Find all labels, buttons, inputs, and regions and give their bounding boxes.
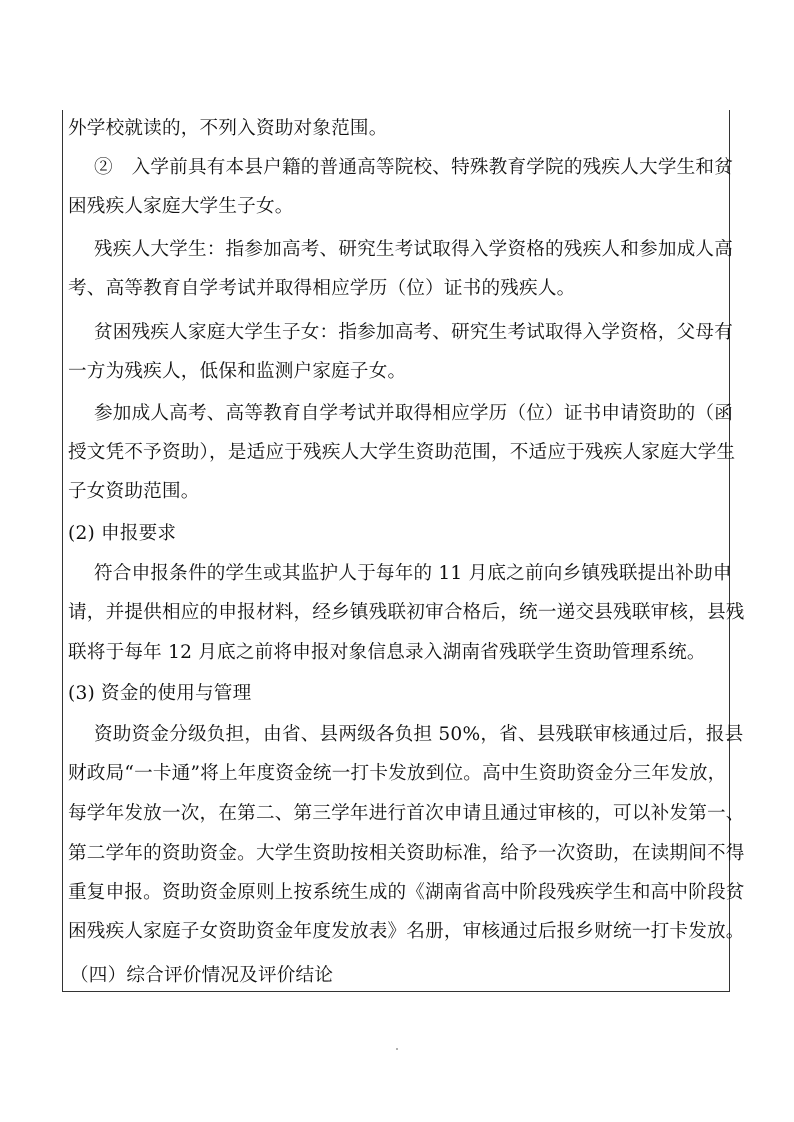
section-heading: (3) 资金的使用与管理 xyxy=(68,683,252,704)
paragraph-line: 残疾人大学生：指参加高考、研究生考试取得入学资格的残疾人和参加成人高 xyxy=(94,239,733,260)
paragraph-line: 贫困残疾人家庭大学生子女：指参加高考、研究生考试取得入学资格，父母有 xyxy=(94,322,733,343)
paragraph-line: 每学年发放一次，在第二、第三学年进行首次申请且通过审核的，可以补发第一、 xyxy=(68,803,745,824)
paragraph-line: 参加成人高考、高等教育自学考试并取得相应学历（位）证书申请资助的（函 xyxy=(94,403,733,424)
paragraph-line: 外学校就读的，不列入资助对象范围。 xyxy=(68,118,388,139)
section-heading: （四）综合评价情况及评价结论 xyxy=(70,965,334,986)
paragraph-line: 困残疾人家庭大学生子女。 xyxy=(68,196,294,217)
scan-speck xyxy=(396,1048,398,1050)
paragraph-line: 符合申报条件的学生或其监护人于每年的 11 月底之前向乡镇残联提出补助申 xyxy=(94,563,732,584)
paragraph-line: 考、高等教育自学考试并取得相应学历（位）证书的残疾人。 xyxy=(68,278,576,299)
paragraph-line: 授文凭不予资助），是适应于残疾人大学生资助范围，不适应于残疾人家庭大学生 xyxy=(68,442,736,463)
paragraph-line: ② 入学前具有本县户籍的普通高等院校、特殊教育学院的残疾人大学生和贫 xyxy=(94,157,733,178)
paragraph-line: 请，并提供相应的申报材料，经乡镇残联初审合格后，统一递交县残联审核，县残 xyxy=(68,602,745,623)
paragraph-line: 子女资助范围。 xyxy=(68,481,200,502)
paragraph-line: 资助资金分级负担，由省、县两级各负担 50%，省、县残联审核通过后，报县 xyxy=(94,724,744,745)
paragraph-line: 第二学年的资助资金。大学生资助按相关资助标准，给予一次资助，在读期间不得 xyxy=(68,843,745,864)
paragraph-line: 联将于每年 12 月底之前将申报对象信息录入湖南省残联学生资助管理系统。 xyxy=(68,642,706,663)
paragraph-line: 困残疾人家庭子女资助资金年度发放表》名册，审核通过后报乡财统一打卡发放。 xyxy=(68,921,745,942)
paragraph-line: 一方为残疾人，低保和监测户家庭子女。 xyxy=(68,361,407,382)
paragraph-line: 重复申报。资助资金原则上按系统生成的《湖南省高中阶段残疾学生和高中阶段贫 xyxy=(68,882,745,903)
paragraph-line: 财政局“一卡通”将上年度资金统一打卡发放到位。高中生资助资金分三年发放， xyxy=(68,763,727,784)
section-heading: (2) 申报要求 xyxy=(68,523,177,544)
